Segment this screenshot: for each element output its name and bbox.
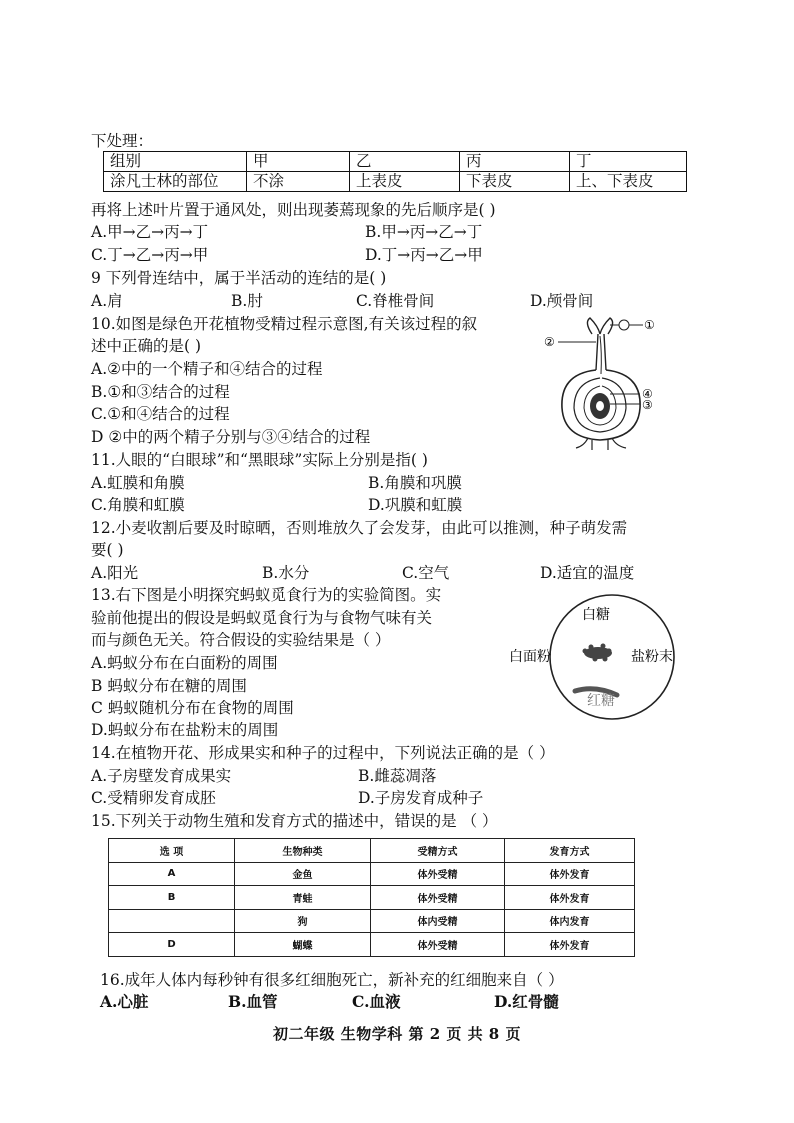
table-cell: B — [109, 886, 235, 910]
q14-option-a[interactable]: A.子房壁发育成果实 — [91, 767, 232, 785]
table-cell: 体内受精 — [371, 909, 505, 933]
table-cell: 体内发育 — [505, 909, 635, 933]
table-cell: 体外受精 — [371, 933, 505, 957]
table-cell: 乙 — [350, 152, 460, 172]
q14-option-b[interactable]: B.雌蕊凋落 — [358, 767, 437, 785]
label-salt-powder: 盐粉末 — [631, 649, 673, 665]
table-cell: 体外发育 — [505, 886, 635, 910]
q13-stem-line2: 验前他提出的假设是蚂蚁觅食行为与食物气味有关 — [91, 609, 433, 627]
q12-stem-line2: 要( ) — [91, 541, 124, 559]
table-cell: 体外发育 — [505, 933, 635, 957]
q12-option-c[interactable]: C.空气 — [402, 564, 450, 582]
table-header-cell: 受精方式 — [371, 839, 505, 863]
q9-option-d[interactable]: D.颅骨间 — [530, 292, 594, 310]
q12-option-b[interactable]: B.水分 — [262, 564, 310, 582]
table-row — [109, 933, 635, 957]
table-cell: 组别 — [104, 152, 247, 172]
q11-option-b[interactable]: B.角膜和巩膜 — [368, 474, 462, 492]
q8-intro: 下处理： — [91, 132, 154, 150]
q9-option-a[interactable]: A.肩 — [91, 292, 123, 310]
table-header-cell: 生物种类 — [235, 839, 371, 863]
q13-stem-line1: 13.右下图是小明探究蚂蚁觅食行为的实验简图。实 — [91, 586, 442, 604]
q11-stem: 11.人眼的“白眼球”和“黑眼球”实际上分别是指( ) — [91, 451, 428, 469]
q16-stem: 16.成年人体内每秒钟有很多红细胞死亡，新补充的红细胞来自（ ） — [100, 971, 564, 989]
q8-option-a[interactable]: A.甲→乙→丙→丁 — [91, 223, 209, 241]
q13-option-b[interactable]: B 蚂蚁分布在糖的周围 — [91, 677, 247, 695]
ant-cluster-icon — [583, 644, 613, 662]
table-cell: 丁 — [570, 152, 687, 172]
q8-table — [103, 151, 687, 192]
q13-option-d[interactable]: D.蚂蚁分布在盐粉末的周围 — [91, 721, 279, 739]
diagram-label-4: ④ — [642, 387, 653, 401]
table-cell: 涂凡士林的部位 — [104, 172, 247, 192]
table-cell: 上表皮 — [350, 172, 460, 192]
q14-option-d[interactable]: D.子房发育成种子 — [358, 789, 484, 807]
table-row — [109, 909, 635, 933]
table-cell: 蝴蝶 — [235, 933, 371, 957]
q8-option-c[interactable]: C.丁→乙→丙→甲 — [91, 246, 209, 264]
table-cell — [109, 909, 235, 933]
q12-stem-line1: 12.小麦收割后要及时晾晒，否则堆放久了会发芽，由此可以推测，种子萌发需 — [91, 519, 628, 537]
q12-option-d[interactable]: D.适宜的温度 — [540, 564, 635, 582]
q14-option-c[interactable]: C.受精卵发育成胚 — [91, 789, 216, 807]
q11-option-d[interactable]: D.巩膜和虹膜 — [368, 496, 463, 514]
page-footer: 初二年级 生物学科 第 2 页 共 8 页 — [273, 1025, 521, 1043]
table-cell: 甲 — [247, 152, 350, 172]
table-cell: A — [109, 862, 235, 886]
q9-stem: 9 下列骨连结中，属于半活动的连结的是( ) — [91, 269, 387, 287]
q8-option-b[interactable]: B.甲→丙→乙→丁 — [365, 223, 483, 241]
q10-stem-line2: 述中正确的是( ) — [91, 337, 202, 355]
q16-option-a[interactable]: A.心脏 — [100, 992, 149, 1011]
table-cell: 体外受精 — [371, 886, 505, 910]
label-white-sugar: 白糖 — [582, 607, 610, 623]
q12-option-a[interactable]: A.阳光 — [91, 564, 139, 582]
diagram-label-1: ① — [644, 318, 655, 332]
table-header-cell: 选 项 — [109, 839, 235, 863]
q16-option-b[interactable]: B.血管 — [228, 992, 278, 1011]
q13-option-a[interactable]: A.蚂蚁分布在白面粉的周围 — [91, 654, 278, 672]
q11-option-a[interactable]: A.虹膜和角膜 — [91, 474, 185, 492]
q16-option-d[interactable]: D.红骨髓 — [494, 992, 559, 1011]
table-row — [109, 839, 635, 863]
label-white-flour: 白面粉 — [509, 649, 551, 665]
table-cell: 不涂 — [247, 172, 350, 192]
ant-experiment-diagram — [505, 593, 690, 723]
table-header-cell: 发育方式 — [505, 839, 635, 863]
q13-option-c[interactable]: C 蚂蚁随机分布在食物的周围 — [91, 699, 294, 717]
q8-option-d[interactable]: D.丁→丙→乙→甲 — [365, 246, 483, 264]
q9-option-b[interactable]: B.肘 — [231, 292, 263, 310]
table-cell: 金鱼 — [235, 862, 371, 886]
q10-option-d[interactable]: D ②中的两个精子分别与③④结合的过程 — [91, 428, 371, 446]
q11-option-c[interactable]: C.角膜和虹膜 — [91, 496, 185, 514]
table-cell: 体外受精 — [371, 862, 505, 886]
diagram-label-3: ③ — [642, 398, 653, 412]
table-cell: 下表皮 — [460, 172, 570, 192]
table-cell: 狗 — [235, 909, 371, 933]
q14-stem: 14.在植物开花、形成果实和种子的过程中，下列说法正确的是（ ） — [91, 744, 555, 762]
label-red-sugar: 红糖 — [587, 693, 615, 709]
fertilization-diagram — [540, 312, 670, 452]
table-row — [104, 152, 687, 172]
q13-stem-line3: 而与颜色无关。符合假设的实验结果是（ ） — [91, 631, 391, 649]
q10-option-c[interactable]: C.①和④结合的过程 — [91, 405, 230, 423]
q9-option-c[interactable]: C.脊椎骨间 — [356, 292, 435, 310]
q10-stem-line1: 10.如图是绿色开花植物受精过程示意图,有关该过程的叙 — [91, 315, 478, 333]
table-cell: 青蛙 — [235, 886, 371, 910]
table-row — [109, 862, 635, 886]
table-cell: 体外发育 — [505, 862, 635, 886]
table-row — [104, 172, 687, 192]
q8-stem: 再将上述叶片置于通风处，则出现萎蔫现象的先后顺序是( ) — [91, 201, 496, 219]
q16-option-c[interactable]: C.血液 — [352, 992, 401, 1011]
table-cell: 丙 — [460, 152, 570, 172]
table-cell: 上、下表皮 — [570, 172, 687, 192]
q15-stem: 15.下列关于动物生殖和发育方式的描述中，错误的是 （ ） — [91, 812, 498, 830]
q10-option-b[interactable]: B.①和③结合的过程 — [91, 383, 230, 401]
table-cell: D — [109, 933, 235, 957]
table-row — [109, 886, 635, 910]
q15-table — [108, 838, 635, 957]
diagram-label-2: ② — [544, 335, 555, 349]
q10-option-a[interactable]: A.②中的一个精子和④结合的过程 — [91, 360, 323, 378]
